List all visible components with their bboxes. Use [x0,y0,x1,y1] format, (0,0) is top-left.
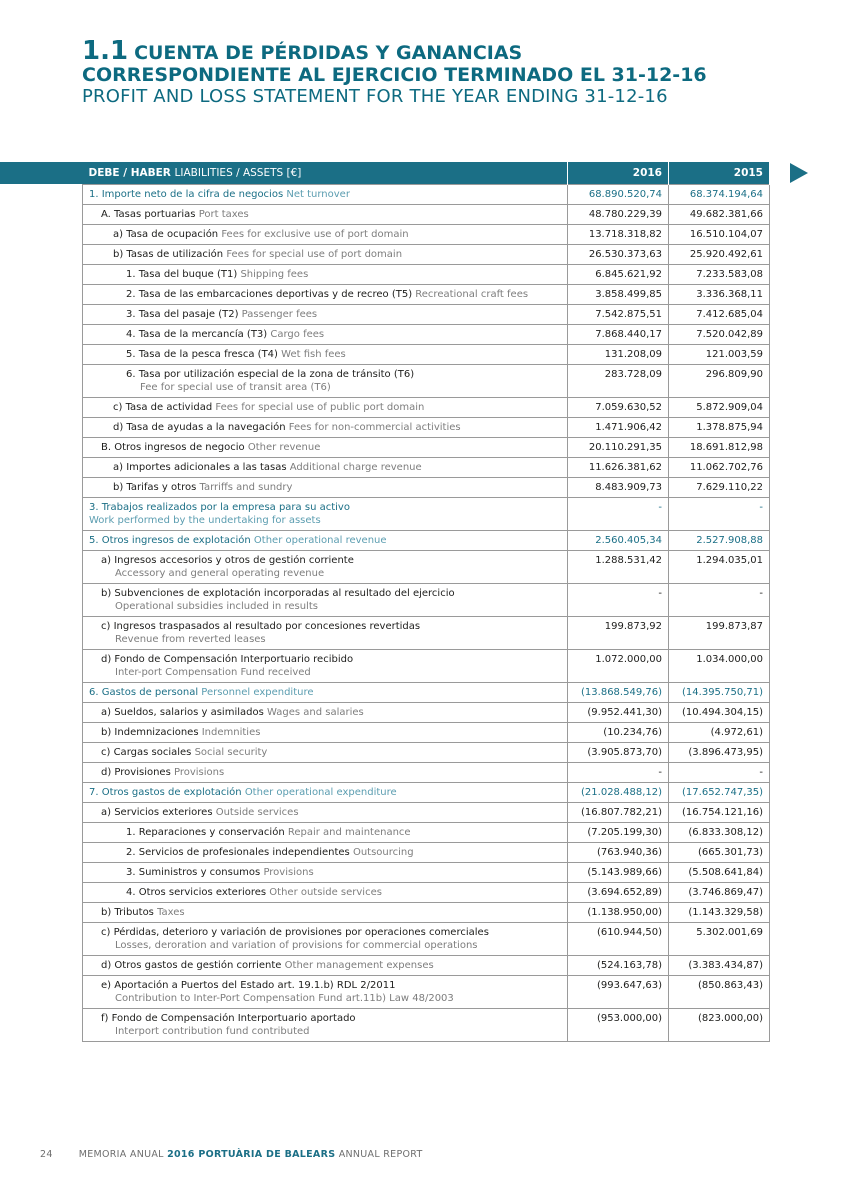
concept-es: b) Tasas de utilización [113,249,224,260]
row-concept [83,584,568,617]
concept-en-subline: Interport contribution fund contributed [115,1026,310,1037]
table-row [83,458,770,478]
value-2016: 1.471.906,42 [568,418,669,438]
row-concept [83,783,568,803]
value-2016: - [568,498,669,531]
concept-es: d) Otros gastos de gestión corriente [101,960,282,971]
row-concept [83,956,568,976]
value-2015: (10.494.304,15) [669,703,770,723]
value-2015: 1.034.000,00 [669,650,770,683]
value-2015: 1.378.875,94 [669,418,770,438]
value-2016: 48.780.229,39 [568,205,669,225]
concept-es: a) Sueldos, salarios y asimilados [101,707,264,718]
concept-en: Additional charge revenue [289,462,422,473]
value-2015: 49.682.381,66 [669,205,770,225]
value-2015: 5.302.001,69 [669,923,770,956]
table-row [83,531,770,551]
row-concept [83,683,568,703]
value-2015: 68.374.194,64 [669,185,770,205]
concept-es: 5. Tasa de la pesca fresca (T4) [126,349,278,360]
concept-en-subline: Revenue from reverted leases [115,634,266,645]
row-concept [83,498,568,531]
concept-es: c) Ingresos traspasados al resultado por concesiones revertidas [101,621,421,632]
value-2015: (850.863,43) [669,976,770,1009]
concept-en: Other operational revenue [253,535,387,546]
value-2015: 18.691.812,98 [669,438,770,458]
value-2016: (524.163,78) [568,956,669,976]
concept-es: 3. Suministros y consumos [126,867,261,878]
row-concept [83,418,568,438]
concept-en: Net turnover [286,189,350,200]
row-concept [83,365,568,398]
value-2015: (5.508.641,84) [669,863,770,883]
concept-es: d) Provisiones [101,767,171,778]
table-row [83,783,770,803]
concept-es: c) Pérdidas, deterioro y variación de provisiones por operaciones comerciales [101,927,489,938]
value-2016: 283.728,09 [568,365,669,398]
concept-en: Fees for exclusive use of port domain [221,229,409,240]
table-body [83,185,770,1042]
value-2015: 7.520.042,89 [669,325,770,345]
value-2015: 2.527.908,88 [669,531,770,551]
title-text-1: CUENTA DE PÉRDIDAS Y GANANCIAS [134,42,523,64]
value-2016: 2.560.405,34 [568,531,669,551]
row-concept [83,650,568,683]
table-row [83,923,770,956]
value-2016: (993.647,63) [568,976,669,1009]
concept-en: Fees for non-commercial activities [288,422,461,433]
concept-es: a) Importes adicionales a las tasas [113,462,287,473]
value-2015: 199.873,87 [669,617,770,650]
table-row [83,418,770,438]
value-2015: (3.896.473,95) [669,743,770,763]
value-2016: (9.952.441,30) [568,703,669,723]
section-number: 1.1 [82,36,129,66]
value-2016: 6.845.621,92 [568,265,669,285]
value-2016: 11.626.381,62 [568,458,669,478]
concept-es: 7. Otros gastos de explotación [89,787,242,798]
concept-en: Other outside services [269,887,382,898]
row-concept [83,225,568,245]
column-header-2016: 2016 [568,162,669,185]
concept-en-subline: Contribution to Inter-Port Compensation Fund art.11b) Law 48/2003 [115,993,454,1004]
arrow-right-icon [790,163,808,183]
table-row [83,398,770,418]
value-2015: 25.920.492,61 [669,245,770,265]
value-2016: (3.905.873,70) [568,743,669,763]
row-concept [83,703,568,723]
concept-es: 5. Otros ingresos de explotación [89,535,251,546]
value-2015: (665.301,73) [669,843,770,863]
footer-post: ANNUAL REPORT [338,1149,423,1160]
row-concept [83,863,568,883]
row-concept [83,285,568,305]
table-row [83,478,770,498]
value-2016: 3.858.499,85 [568,285,669,305]
table-row [83,903,770,923]
table-row [83,723,770,743]
table-row [83,650,770,683]
value-2015: (3.383.434,87) [669,956,770,976]
concept-es: 2. Tasa de las embarcaciones deportivas y de recreo (T5) [126,289,413,300]
value-2016: (610.944,50) [568,923,669,956]
table-row [83,763,770,783]
row-concept [83,883,568,903]
table-row [83,683,770,703]
concept-es: 1. Tasa del buque (T1) [126,269,238,280]
value-2015: 296.809,90 [669,365,770,398]
table-row [83,185,770,205]
page-footer [40,1149,423,1160]
row-concept [83,803,568,823]
row-concept [83,478,568,498]
header-concept-bold: DEBE / HABER [88,167,171,179]
value-2016: (3.694.652,89) [568,883,669,903]
table-row [83,956,770,976]
profit-loss-table [82,162,770,1042]
value-2015: (823.000,00) [669,1009,770,1042]
concept-en-subline: Work performed by the undertaking for assets [89,515,321,526]
footer-brand: 2016 PORTUÀRIA DE BALEARS [167,1149,336,1160]
value-2016: 20.110.291,35 [568,438,669,458]
title-line-1 [82,36,707,66]
concept-en: Recreational craft fees [415,289,529,300]
row-concept [83,1009,568,1042]
concept-es: 6. Gastos de personal [89,687,199,698]
row-concept [83,743,568,763]
value-2016: (763.940,36) [568,843,669,863]
value-2015: - [669,763,770,783]
title-line-2: CORRESPONDIENTE AL EJERCICIO TERMINADO EL 31-12-16 [82,64,707,86]
concept-en: Other revenue [247,442,321,453]
concept-en: Wages and salaries [267,707,364,718]
concept-es: b) Subvenciones de explotación incorporadas al resultado del ejercicio [101,588,455,599]
value-2016: 7.059.630,52 [568,398,669,418]
row-concept [83,438,568,458]
row-concept [83,723,568,743]
concept-en: Provisions [263,867,314,878]
table-row [83,976,770,1009]
value-2015: (3.746.869,47) [669,883,770,903]
value-2015: 5.872.909,04 [669,398,770,418]
value-2016: (953.000,00) [568,1009,669,1042]
value-2016: 7.542.875,51 [568,305,669,325]
header-concept-rest: LIABILITIES / ASSETS [€] [174,167,302,179]
row-concept [83,823,568,843]
page-number: 24 [40,1149,53,1160]
concept-en: Indemnities [201,727,261,738]
value-2015: (1.143.329,58) [669,903,770,923]
table-row [83,803,770,823]
value-2016: 7.868.440,17 [568,325,669,345]
value-2015: 11.062.702,76 [669,458,770,478]
table-row [83,823,770,843]
table-row [83,245,770,265]
value-2016: (7.205.199,30) [568,823,669,843]
table-row [83,843,770,863]
value-2016: 1.288.531,42 [568,551,669,584]
concept-en: Outside services [215,807,299,818]
concept-en: Personnel expenditure [201,687,314,698]
value-2016: 26.530.373,63 [568,245,669,265]
concept-en: Outsourcing [352,847,414,858]
value-2016: - [568,584,669,617]
table-row [83,883,770,903]
concept-es: 3. Trabajos realizados por la empresa para su activo [89,502,350,513]
table-row [83,205,770,225]
value-2016: (5.143.989,66) [568,863,669,883]
row-concept [83,345,568,365]
concept-en: Tarriffs and sundry [199,482,293,493]
value-2015: (14.395.750,71) [669,683,770,703]
table-row [83,617,770,650]
table-row [83,498,770,531]
table-row [83,584,770,617]
value-2015: 3.336.368,11 [669,285,770,305]
table-row [83,345,770,365]
concept-es: a) Servicios exteriores [101,807,213,818]
value-2016: 1.072.000,00 [568,650,669,683]
concept-en-subline: Accessory and general operating revenue [115,568,325,579]
concept-en-subline: Operational subsidies included in results [115,601,318,612]
concept-es: e) Aportación a Puertos del Estado art. 19.1.b) RDL 2/2011 [101,980,396,991]
concept-es: A. Tasas portuarias [101,209,196,220]
value-2015: 121.003,59 [669,345,770,365]
table-row [83,285,770,305]
table-row [83,743,770,763]
concept-es: d) Fondo de Compensación Interportuario recibido [101,654,354,665]
value-2015: - [669,584,770,617]
concept-en: Passenger fees [241,309,318,320]
row-concept [83,843,568,863]
row-concept [83,976,568,1009]
value-2015: 7.412.685,04 [669,305,770,325]
column-header-concept [83,162,568,185]
concept-en: Wet fish fees [281,349,346,360]
concept-en: Other operational expenditure [244,787,397,798]
value-2016: 199.873,92 [568,617,669,650]
concept-en: Repair and maintenance [287,827,411,838]
table-row [83,265,770,285]
concept-en: Social security [194,747,268,758]
row-concept [83,763,568,783]
concept-es: 1. Reparaciones y conservación [126,827,285,838]
table-header-row [83,162,770,185]
concept-es: b) Tarifas y otros [113,482,197,493]
concept-en: Taxes [157,907,185,918]
row-concept [83,903,568,923]
row-concept [83,245,568,265]
concept-es: B. Otros ingresos de negocio [101,442,245,453]
concept-en: Cargo fees [270,329,325,340]
concept-es: 4. Tasa de la mercancía (T3) [126,329,268,340]
concept-es: 2. Servicios de profesionales independientes [126,847,350,858]
concept-es: 4. Otros servicios exteriores [126,887,267,898]
row-concept [83,185,568,205]
page-title [82,36,707,108]
row-concept [83,923,568,956]
concept-es: b) Indemnizaciones [101,727,199,738]
value-2015: (4.972,61) [669,723,770,743]
table-row [83,863,770,883]
row-concept [83,531,568,551]
column-header-2015: 2015 [669,162,770,185]
footer-pre: MEMORIA ANUAL [78,1149,164,1160]
row-concept [83,617,568,650]
value-2015: 7.629.110,22 [669,478,770,498]
value-2016: 68.890.520,74 [568,185,669,205]
concept-en: Shipping fees [240,269,309,280]
value-2016: 8.483.909,73 [568,478,669,498]
value-2015: 16.510.104,07 [669,225,770,245]
concept-en-subline: Inter-port Compensation Fund received [115,667,311,678]
concept-es: c) Tasa de actividad [113,402,213,413]
value-2015: 1.294.035,01 [669,551,770,584]
value-2015: (16.754.121,16) [669,803,770,823]
value-2016: 131.208,09 [568,345,669,365]
row-concept [83,205,568,225]
concept-es: 3. Tasa del pasaje (T2) [126,309,239,320]
value-2016: (1.138.950,00) [568,903,669,923]
concept-en: Fees for special use of public port domain [215,402,425,413]
value-2016: (16.807.782,21) [568,803,669,823]
row-concept [83,305,568,325]
row-concept [83,265,568,285]
concept-en: Other management expenses [284,960,434,971]
concept-en-subline: Fee for special use of transit area (T6) [140,382,331,393]
table-row [83,438,770,458]
concept-es: 6. Tasa por utilización especial de la zona de tránsito (T6) [126,369,415,380]
value-2015: 7.233.583,08 [669,265,770,285]
concept-en: Provisions [173,767,225,778]
row-concept [83,551,568,584]
value-2015: - [669,498,770,531]
value-2016: (13.868.549,76) [568,683,669,703]
concept-en: Fees for special use of port domain [226,249,403,260]
concept-es: a) Tasa de ocupación [113,229,219,240]
table-row [83,365,770,398]
concept-es: c) Cargas sociales [101,747,192,758]
table-row [83,325,770,345]
concept-es: f) Fondo de Compensación Interportuario aportado [101,1013,356,1024]
concept-es: 1. Importe neto de la cifra de negocios [89,189,284,200]
concept-en-subline: Losses, deroration and variation of provisions for commercial operations [115,940,478,951]
concept-en: Port taxes [198,209,249,220]
value-2016: 13.718.318,82 [568,225,669,245]
table-row [83,551,770,584]
value-2016: (10.234,76) [568,723,669,743]
concept-es: b) Tributos [101,907,154,918]
row-concept [83,458,568,478]
table-row [83,225,770,245]
table-row [83,305,770,325]
row-concept [83,398,568,418]
row-concept [83,325,568,345]
value-2016: (21.028.488,12) [568,783,669,803]
concept-es: a) Ingresos accesorios y otros de gestión corriente [101,555,354,566]
table-row [83,1009,770,1042]
table-row [83,703,770,723]
value-2016: - [568,763,669,783]
value-2015: (17.652.747,35) [669,783,770,803]
title-line-3: PROFIT AND LOSS STATEMENT FOR THE YEAR ENDING 31-12-16 [82,86,668,107]
concept-es: d) Tasa de ayudas a la navegación [113,422,286,433]
value-2015: (6.833.308,12) [669,823,770,843]
